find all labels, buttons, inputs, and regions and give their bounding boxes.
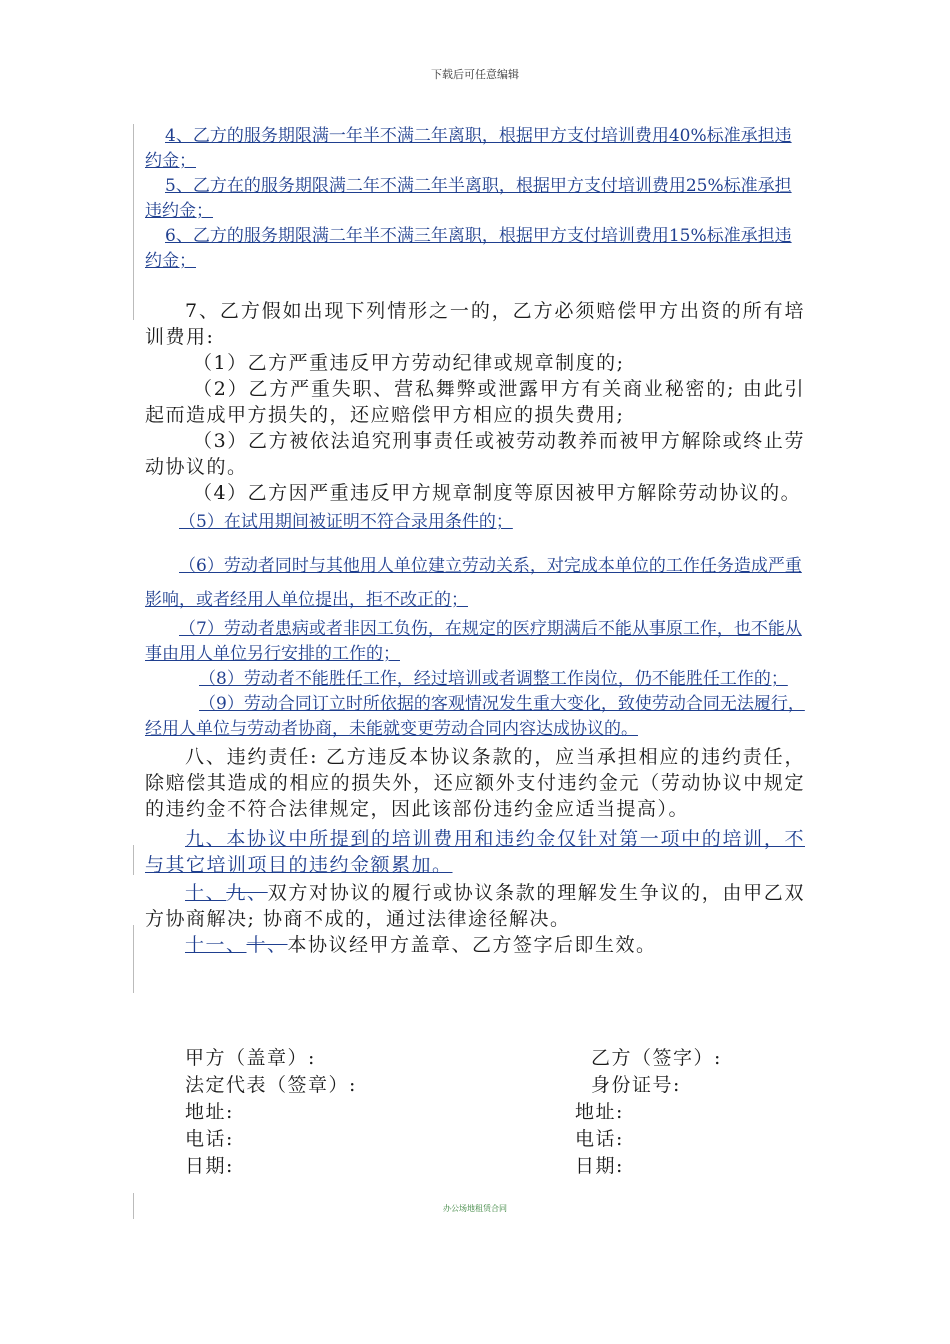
item7-revised-7: （7）劳动者患病或者非因工负伤，在规定的医疗期满后不能从事原工作，也不能从事由用人单位另行安排的工作的； xyxy=(145,619,802,664)
party-b-address-label: 地址: xyxy=(575,1101,624,1123)
revision-margin-mark xyxy=(133,124,134,320)
section-11-old-number: 十、 xyxy=(246,934,288,956)
signature-row xyxy=(185,1099,785,1126)
section-10 xyxy=(145,880,805,932)
revised-top-items xyxy=(145,124,805,274)
revised-item-5: 5、乙方在的服务期限满二年不满二年半离职，根据甲方支付培训费用25%标准承担违约金； xyxy=(145,176,792,221)
item7-revised-6: （6）劳动者同时与其他用人单位建立劳动关系，对完成本单位的工作任务造成严重影响，或者经用人单位提出，拒不改正的； xyxy=(145,556,802,610)
id-number-label: 身份证号: xyxy=(591,1074,681,1096)
revision-margin-mark xyxy=(133,845,134,875)
item7-clause-1: （1）乙方严重违反甲方劳动纪律或规章制度的; xyxy=(193,352,625,374)
section-11-new-number: 十一、 xyxy=(185,934,247,956)
section-8: 八、违约责任: 乙方违反本协议条款的，应当承担相应的违约责任，除赔偿其造成的相应的损失外，还应额外支付违约金元（劳动协议中规定的违约金不符合法律规定，因此该部份违约金应适当提高）。 xyxy=(145,746,805,820)
party-a-phone-label: 电话: xyxy=(185,1128,234,1150)
document-body xyxy=(145,124,805,958)
section-11-text: 本协议经甲方盖章、乙方签字后即生效。 xyxy=(287,934,657,956)
page-header: 下载后可任意编辑 xyxy=(431,68,519,81)
signature-block xyxy=(185,1045,785,1180)
revised-item-4: 4、乙方的服务期限满一年半不满二年离职，根据甲方支付培训费用40%标准承担违约金； xyxy=(145,126,792,171)
item7-revised-5: （5）在试用期间被证明不符合录用条件的； xyxy=(179,512,513,532)
item7-intro: 7、乙方假如出现下列情形之一的，乙方必须赔偿甲方出资的所有培训费用: xyxy=(145,300,805,348)
signature-row xyxy=(185,1153,785,1180)
party-b-date-label: 日期: xyxy=(575,1155,624,1177)
party-a-seal-label: 甲方（盖章）: xyxy=(185,1047,316,1069)
item7-clause-3: （3）乙方被依法追究刑事责任或被劳动教养而被甲方解除或终止劳动协议的。 xyxy=(145,430,805,478)
party-b-sign-label: 乙方（签字）: xyxy=(591,1047,722,1069)
signature-row xyxy=(185,1126,785,1153)
revision-margin-mark xyxy=(133,925,134,993)
signature-row xyxy=(185,1072,785,1099)
party-a-date-label: 日期: xyxy=(185,1155,234,1177)
page-footer: 办公场地租赁合同 xyxy=(443,1204,507,1213)
signature-row xyxy=(185,1045,785,1072)
party-b-phone-label: 电话: xyxy=(575,1128,624,1150)
item7-revised-8: （8）劳动者不能胜任工作，经过培训或者调整工作岗位，仍不能胜任工作的； xyxy=(199,669,788,689)
item7-revised-9: （9）劳动合同订立时所依据的客观情况发生重大变化，致使劳动合同无法履行，经用人单位与劳动者协商，未能就变更劳动合同内容达成协议的。 xyxy=(145,694,805,739)
revised-item-6: 6、乙方的服务期限满二年半不满三年离职，根据甲方支付培训费用15%标准承担违约金； xyxy=(145,226,792,271)
section-10-old-number: 九、 xyxy=(226,882,268,904)
section-9: 九、本协议中所提到的培训费用和违约金仅针对第一项中的培训，不与其它培训项目的违约金额累加。 xyxy=(145,828,805,876)
section-10-text: 双方对协议的履行或协议条款的理解发生争议的，由甲乙双方协商解决; 协商不成的，通过法律途径解决。 xyxy=(145,882,805,930)
party-a-address-label: 地址: xyxy=(185,1101,234,1123)
item7-clause-4: （4）乙方因严重违反甲方规章制度等原因被甲方解除劳动协议的。 xyxy=(193,482,802,504)
section-10-new-number: 十、 xyxy=(185,882,227,904)
item7-clause-2: （2）乙方严重失职、营私舞弊或泄露甲方有关商业秘密的; 由此引起而造成甲方损失的，还应赔偿甲方相应的损失费用; xyxy=(145,378,805,426)
section-11 xyxy=(145,932,805,958)
legal-representative-label: 法定代表（签章）: xyxy=(185,1074,357,1096)
